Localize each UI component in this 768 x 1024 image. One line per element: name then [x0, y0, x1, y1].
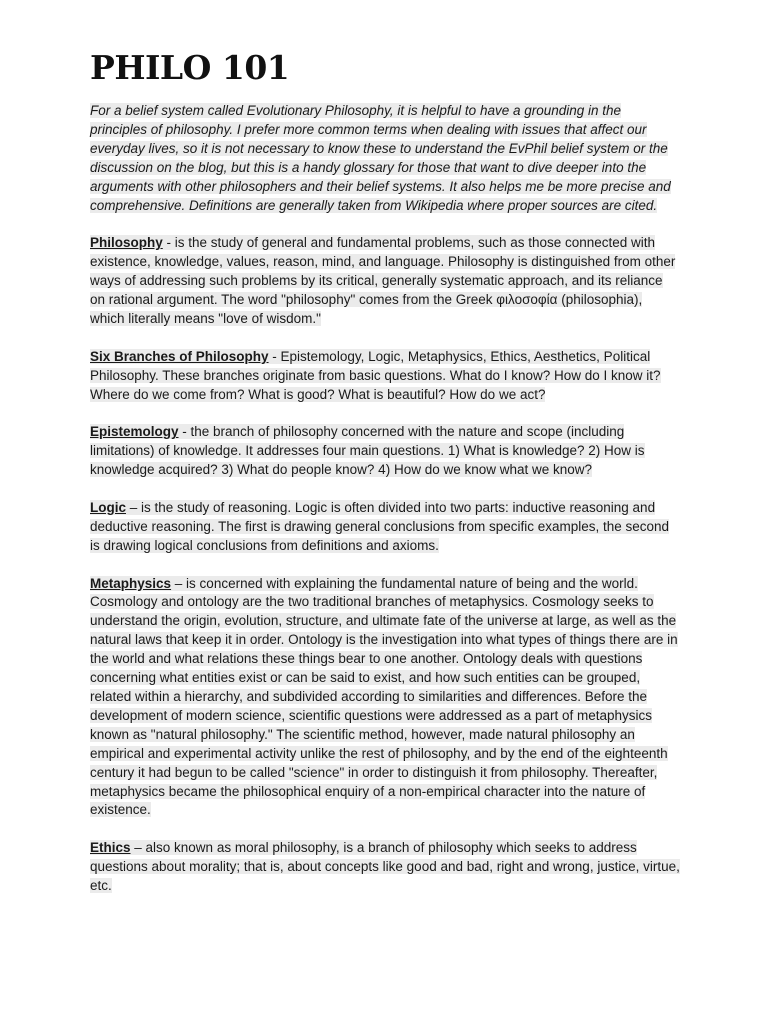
definition-logic: – is the study of reasoning. Logic is often divided into two parts: inductive reasoning and deductive reasoning. The first is drawing general conclusions from specific examples, the second is drawing logical conclusions from definitions and axioms. [90, 499, 670, 553]
term-logic: Logic [90, 499, 126, 515]
term-ethics: Ethics [90, 840, 131, 856]
definition-epistemology: - the branch of philosophy concerned with the nature and scope (including limitations) of knowledge. It addresses four main questions. 1) What is knowledge? 2) How is knowledge acquired? 3) What do people know? 4) How do we know what we know? [90, 424, 645, 478]
term-epistemology: Epistemology [90, 424, 179, 440]
term-philosophy: Philosophy [90, 235, 163, 251]
glossary-entry-metaphysics [90, 575, 680, 821]
document-page [90, 46, 680, 915]
glossary-entry-six-branches [90, 348, 680, 405]
intro-text: For a belief system called Evolutionary Philosophy, it is helpful to have a grounding in the principles of philosophy. I prefer more common terms when dealing with issues that affect our everyday lives, so it is not necessary to know these to understand the EvPhil belief system or the discussion on the blog, but this is a handy glossary for those that want to dive deeper into the arguments with other philosophers and their belief systems. It also helps me be more precise and comprehensive. Definitions are generally taken from Wikipedia where proper sources are cited. [90, 103, 671, 213]
definition-six-branches: - Epistemology, Logic, Metaphysics, Ethics, Aesthetics, Political Philosophy. These branches originate from basic questions. What do I know? How do I know it? Where do we come from? What is good? What is beautiful? How do we act? [90, 348, 661, 402]
definition-metaphysics: – is concerned with explaining the fundamental nature of being and the world. Cosmology and ontology are the two traditional branches of metaphysics. Cosmology seeks to understand the origin, evolution, structure, and ultimate fate of the universe at large, as well as the natural laws that keep it in order. Ontology is the investigation into what types of things there are in the world and what relations these things bear to one another. Ontology deals with questions concerning what entities exist or can be said to exist, and how such entities can be grouped, related within a hierarchy, and subdivided according to similarities and differences. Before the development of modern science, scientific questions were addressed as a part of metaphysics known as "natural philosophy." The scientific method, however, made natural philosophy an empirical and experimental activity unlike the rest of philosophy, and by the end of the eighteenth century it had begun to be called "science" in order to distinguish it from philosophy. Thereafter, metaphysics became the philosophical enquiry of a non-empirical character into the nature of existence. [90, 575, 678, 818]
page-title: PHILO 101 [90, 48, 290, 87]
glossary-entry-epistemology [90, 423, 680, 480]
glossary-entry-philosophy [90, 234, 680, 329]
term-six-branches: Six Branches of Philosophy [90, 348, 269, 364]
definition-ethics: – also known as moral philosophy, is a branch of philosophy which seeks to address questions about morality; that is, about concepts like good and bad, right and wrong, justice, virtue, etc. [90, 840, 680, 894]
glossary-entry-logic [90, 499, 680, 556]
term-metaphysics: Metaphysics [90, 575, 172, 591]
glossary-entry-ethics [90, 839, 680, 896]
intro-paragraph [90, 102, 680, 215]
definition-philosophy: - is the study of general and fundamental problems, such as those connected with existence, knowledge, values, reason, mind, and language. Philosophy is distinguished from other ways of addressing such problems by its critical, generally systematic approach, and its reliance on rational argument. The word "philosophy" comes from the Greek φιλοσοφία (philosophia), which literally means "love of wisdom." [90, 235, 676, 326]
